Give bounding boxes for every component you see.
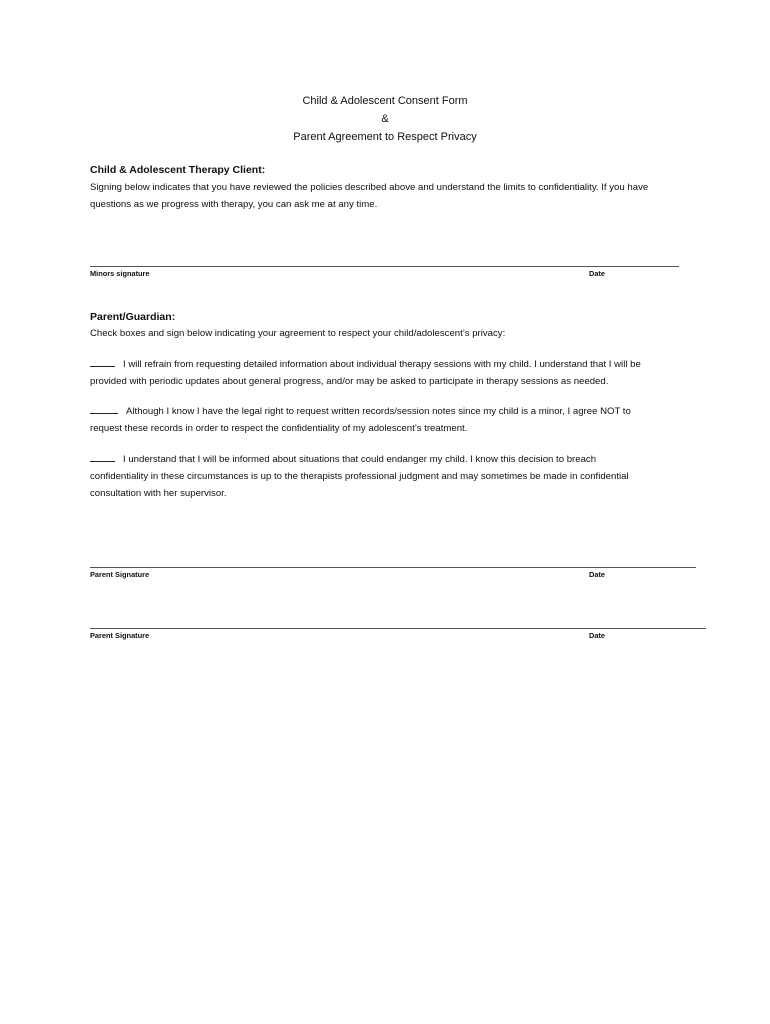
- minor-date-label: Date: [589, 269, 606, 278]
- parent-signature-line-1[interactable]: [90, 567, 696, 568]
- client-text-line-2: questions as we progress with therapy, you can ask me at any time.: [90, 199, 378, 210]
- client-text-line-1: Signing below indicates that you have reviewed the policies described above and understand the limits to confidentiality. If you have: [90, 182, 649, 193]
- form-subtitle: Parent Agreement to Respect Privacy: [293, 131, 477, 143]
- minor-signature-line[interactable]: [90, 266, 679, 267]
- parent-signature-line-2[interactable]: [90, 628, 706, 629]
- form-title: Child & Adolescent Consent Form: [302, 95, 468, 107]
- agreement-item-1-line-1: I will refrain from requesting detailed information about individual therapy sessions with my child. I understand that I will be: [123, 359, 641, 370]
- agreement-checkbox-1[interactable]: [90, 357, 115, 367]
- agreement-item-1-line-2: provided with periodic updates about general progress, and/or may be asked to participate in therapy sessions as needed.: [90, 376, 609, 387]
- agreement-checkbox-3[interactable]: [90, 452, 115, 462]
- agreement-item-1: [90, 356, 710, 390]
- agreement-item-3-line-1: I understand that I will be informed about situations that could endanger my child. I know this decision to breach: [123, 454, 597, 465]
- agreement-item-3-line-3: consultation with her supervisor.: [90, 488, 227, 499]
- agreement-item-2-line-1: Although I know I have the legal right to request written records/session notes since my child is a minor, I agree NOT to: [126, 406, 631, 417]
- client-section-text: [90, 179, 710, 213]
- parent-section-intro: Check boxes and sign below indicating your agreement to respect your child/adolescent’s privacy:: [90, 328, 506, 339]
- agreement-item-3: [90, 451, 710, 502]
- agreement-item-2-line-2: request these records in order to respect the confidentiality of my adolescent’s treatment.: [90, 423, 468, 434]
- parent-signature-label-2: Parent Signature: [90, 631, 150, 640]
- agreement-item-2: [90, 403, 710, 437]
- client-section-heading: Child & Adolescent Therapy Client:: [90, 164, 266, 176]
- form-title-ampersand: &: [381, 113, 389, 125]
- parent-date-label-1: Date: [589, 570, 606, 579]
- minor-signature-label: Minors signature: [90, 269, 150, 278]
- parent-date-label-2: Date: [589, 631, 606, 640]
- parent-section-heading: Parent/Guardian:: [90, 311, 176, 323]
- parent-signature-label-1: Parent Signature: [90, 570, 150, 579]
- agreement-item-3-line-2: confidentiality in these circumstances is up to the therapists professional judgment and may sometimes be made in confidential: [90, 471, 629, 482]
- agreement-checkbox-2[interactable]: [90, 404, 118, 414]
